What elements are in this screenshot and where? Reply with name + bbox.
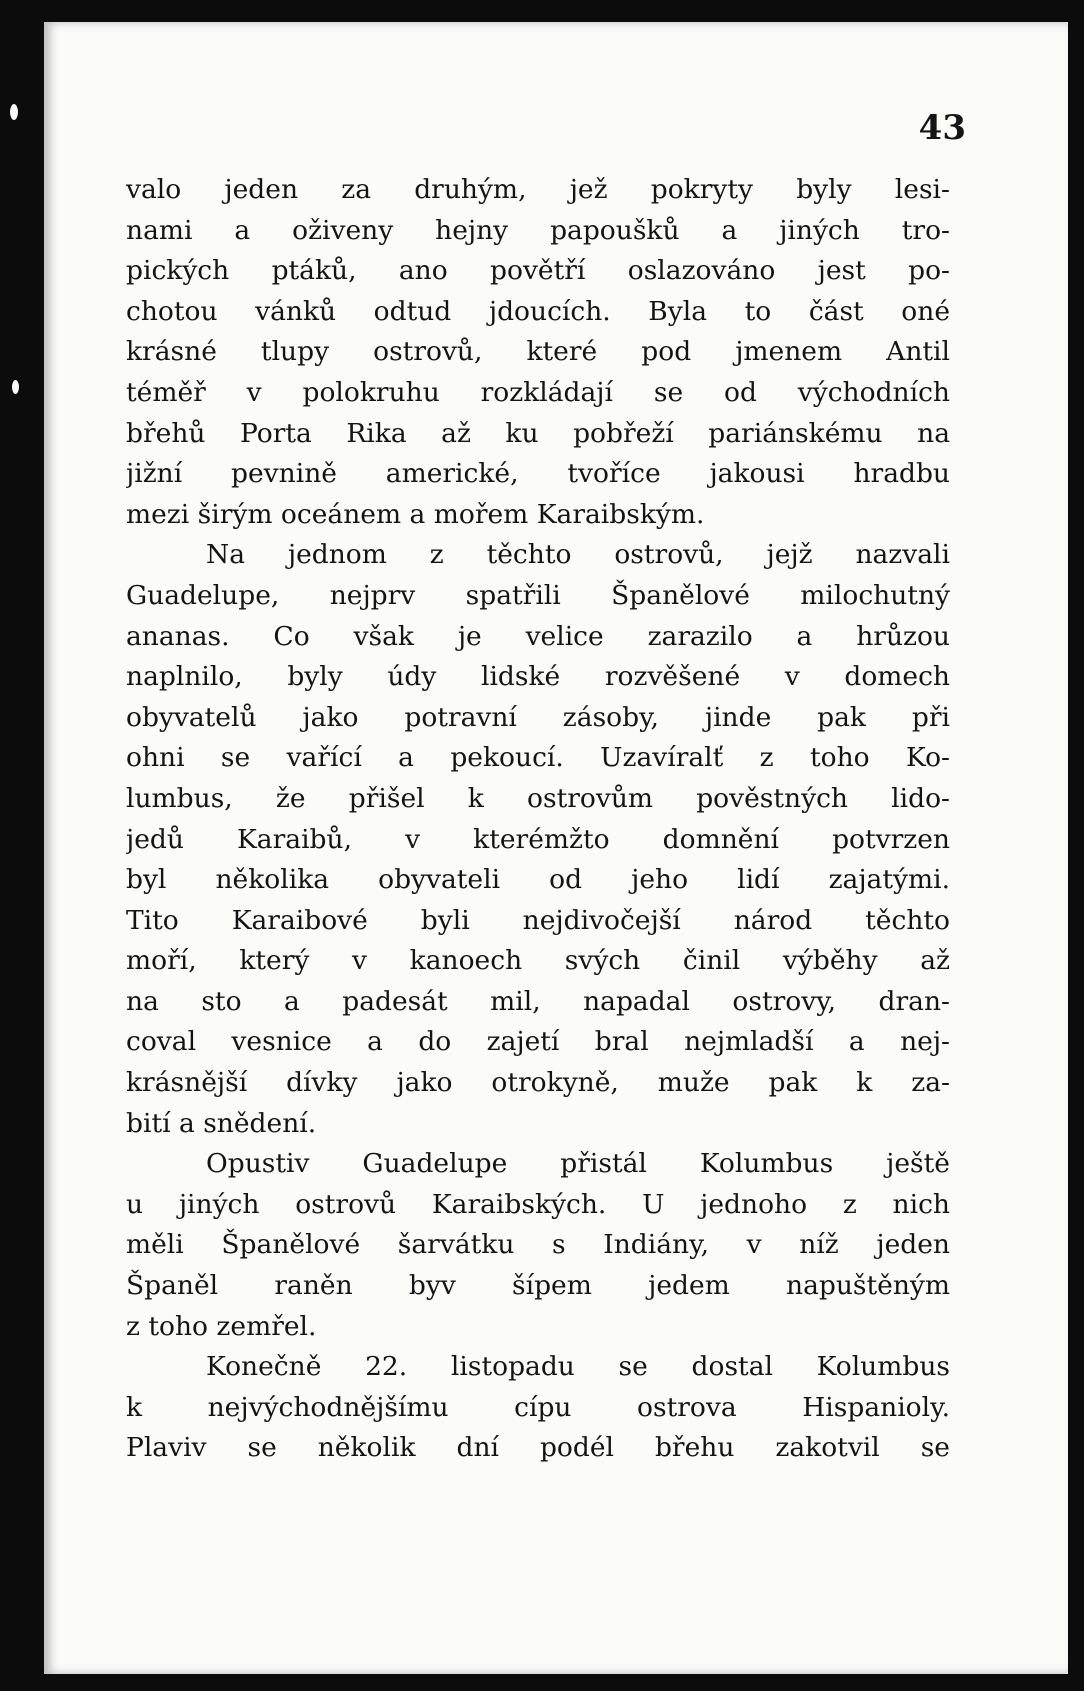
text-line: moří, který v kanoech svých činil výběhy až — [126, 945, 950, 977]
book-page — [44, 22, 1068, 1674]
text-line: Na jednom z těchto ostrovů, jejž nazvali — [206, 539, 950, 571]
text-line: byl několika obyvateli od jeho lidí zajatými. — [126, 864, 950, 896]
text-line: krásné tlupy ostrovů, které pod jmenem Antil — [126, 336, 950, 368]
text-line: lumbus, že přišel k ostrovům pověstných lido- — [126, 782, 950, 814]
text-line: nami a oživeny hejny papoušků a jiných tro- — [126, 214, 950, 246]
text-line: na sto a padesát mil, napadal ostrovy, dran- — [126, 985, 950, 1017]
page-number: 43 — [918, 108, 966, 148]
edge-mark — [12, 380, 19, 394]
text-line: Guadelupe, nejprv spatřili Španělové milochutný — [126, 579, 950, 611]
text-line: ananas. Co však je velice zarazilo a hrůzou — [126, 620, 950, 652]
text-line: ohni se vařící a pekoucí. Uzavíralť z toho Ko- — [126, 742, 950, 774]
text-line: pických ptáků, ano povětří oslazováno jest po- — [126, 255, 950, 287]
text-line: břehů Porta Rika až ku pobřeží pariánskému na — [126, 417, 950, 449]
text-line: bití a snědení. — [126, 1107, 317, 1139]
text-line: Plaviv se několik dní podél břehu zakotvil se — [126, 1432, 950, 1464]
text-line: měli Španělové šarvátku s Indiány, v níž jeden — [126, 1229, 950, 1261]
body-text — [126, 170, 950, 1469]
text-line: Opustiv Guadelupe přistál Kolumbus ještě — [206, 1148, 950, 1180]
text-line: Tito Karaibové byli nejdivočejší národ těchto — [126, 904, 950, 936]
text-line: téměř v polokruhu rozkládají se od východních — [126, 376, 950, 408]
text-line: obyvatelů jako potravní zásoby, jinde pak při — [126, 701, 950, 733]
text-line: krásnější dívky jako otrokyně, muže pak k za- — [126, 1067, 950, 1099]
text-line: naplnilo, byly údy lidské rozvěšené v domech — [126, 661, 950, 693]
text-line: u jiných ostrovů Karaibských. U jednoho z nich — [126, 1188, 950, 1220]
text-line: Španěl raněn byv šípem jedem napuštěným — [126, 1270, 950, 1302]
text-line: Konečně 22. listopadu se dostal Kolumbus — [206, 1351, 950, 1383]
text-line: jedů Karaibů, v kterémžto domnění potvrzen — [126, 823, 950, 855]
text-line: z toho zemřel. — [126, 1310, 317, 1342]
text-line: k nejvýchodnějšímu cípu ostrova Hispanioly. — [126, 1391, 950, 1423]
text-line: chotou vánků odtud jdoucích. Byla to část oné — [126, 295, 950, 327]
text-line: coval vesnice a do zajetí bral nejmladší a nej- — [126, 1026, 950, 1058]
edge-mark — [10, 104, 18, 120]
text-line: valo jeden za druhým, jež pokryty byly lesi- — [126, 174, 950, 205]
text-line: jižní pevnině americké, tvoříce jakousi hradbu — [126, 458, 950, 490]
text-line: mezi širým oceánem a mořem Karaibským. — [126, 498, 705, 530]
